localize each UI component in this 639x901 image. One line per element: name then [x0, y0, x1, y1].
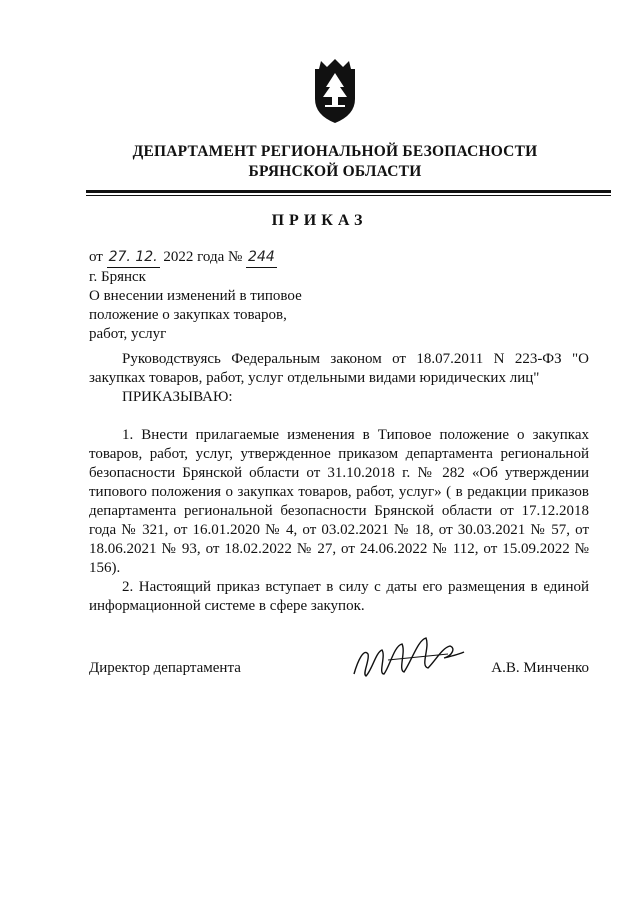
preamble-paragraph: Руководствуясь Федеральным законом от 18.07.2011 N 223-ФЗ "О закупках товаров, работ, услуг отдельными видами юридических лиц" [89, 351, 589, 386]
bryansk-coat-of-arms-icon [311, 55, 359, 125]
signatory-name: А.В. Минченко [491, 660, 589, 676]
order-date-line [89, 248, 302, 268]
command-word: ПРИКАЗЫВАЮ: [122, 389, 233, 405]
handwritten-number: 244 [246, 248, 277, 268]
header-rule-thick [86, 190, 611, 193]
signatory-position: Директор департамента [89, 660, 241, 676]
date-prefix: от [89, 249, 103, 265]
subject-line-2: положение о закупках товаров, [89, 307, 287, 323]
department-heading [60, 142, 610, 182]
item-1-paragraph: 1. Внести прилагаемые изменения в Типовое положение о закупках товаров, работ, услуг, утвержденное приказом департамента региональной безопасности Брянской области от 31.10.2018 г. № 282 «Об утверждении типового положения о закупках товаров, работ, услуг» ( в редакции приказов департамента региональной безопасности Брянской области от 17.12.2018 года № 321, от 16.01.2020 № 4, от 03.02.2021 № 18, от 30.03.2021 № 57, от 18.06.2021 № 93, от 18.02.2022 № 27, от 24.06.2022 № 112, от 15.09.2022 № 156). [89, 427, 589, 576]
document-title: ПРИКАЗ [271, 212, 368, 229]
city: г. Брянск [89, 269, 146, 285]
header-rule-thin [86, 195, 611, 196]
item-2-paragraph: 2. Настоящий приказ вступает в силу с даты его размещения в единой информационной системе в сфере закупок. [89, 579, 589, 614]
date-suffix: 2022 года № [163, 249, 243, 265]
order-body [89, 350, 589, 616]
department-line-2: БРЯНСКОЙ ОБЛАСТИ [248, 163, 422, 180]
subject-line-3: работ, услуг [89, 326, 167, 342]
handwritten-signature [348, 630, 468, 690]
order-meta [89, 248, 302, 344]
department-line-1: ДЕПАРТАМЕНТ РЕГИОНАЛЬНОЙ БЕЗОПАСНОСТИ [132, 143, 538, 160]
subject-line-1: О внесении изменений в типовое [89, 288, 302, 304]
handwritten-date: 27. 12. [107, 248, 160, 268]
